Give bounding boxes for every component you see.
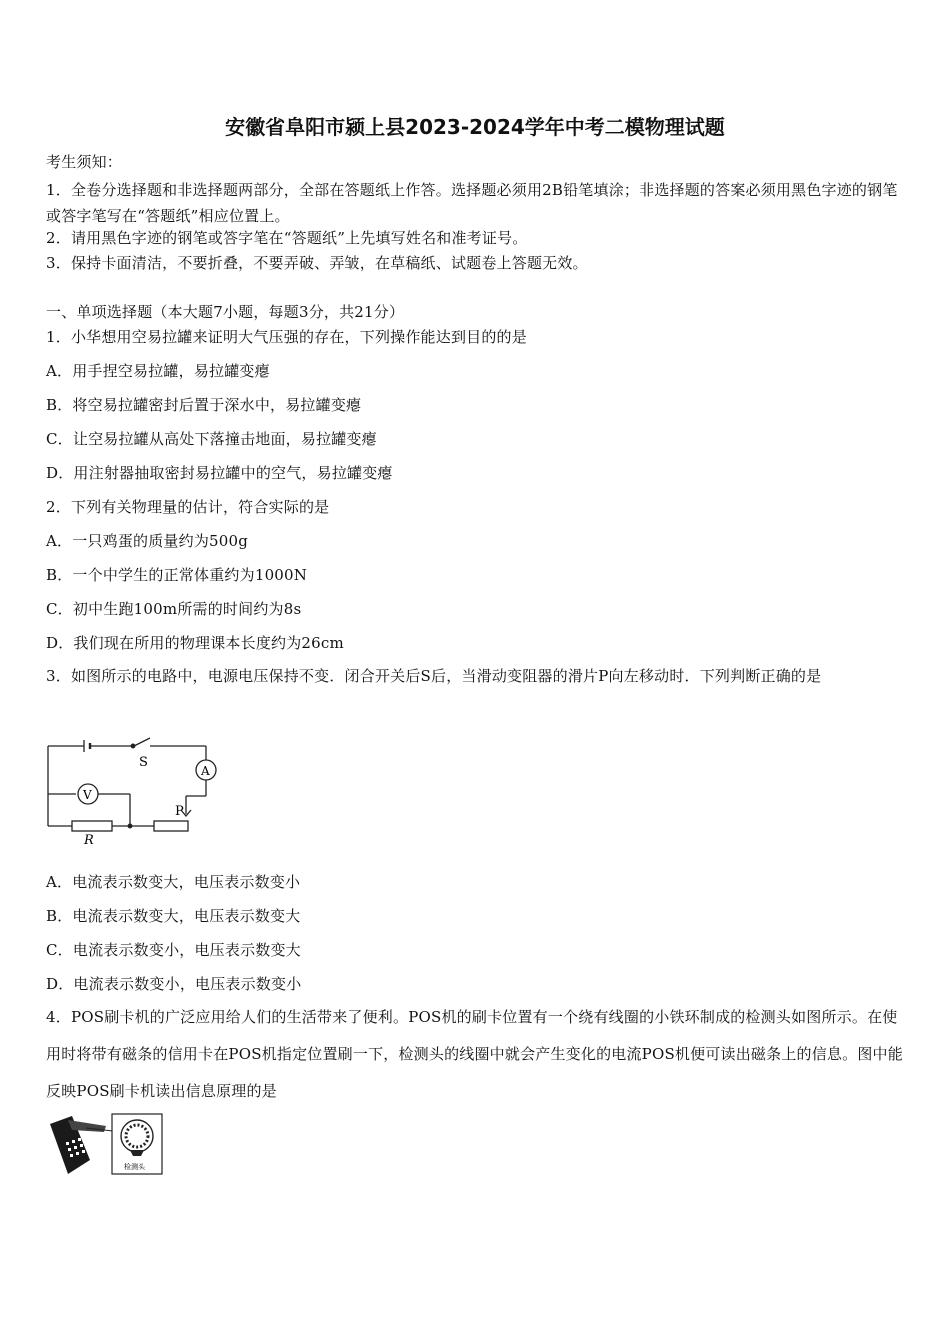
question-1-stem: 1．小华想用空易拉罐来证明大气压强的存在，下列操作能达到目的的是 — [46, 328, 527, 346]
voltmeter-label: V — [83, 788, 92, 802]
page-title: 安徽省阜阳市颍上县2023-2024学年中考二模物理试题 — [225, 115, 725, 139]
question-2-option-d: D．我们现在所用的物理课本长度约为26cm — [46, 634, 344, 652]
question-2-option-c: C．初中生跑100m所需的时间约为8s — [46, 600, 302, 618]
circuit-diagram — [44, 736, 224, 848]
slider-label: P — [175, 804, 184, 819]
pos-machine-figure — [46, 1112, 166, 1178]
question-2-stem: 2．下列有关物理量的估计，符合实际的是 — [46, 498, 330, 516]
switch-label: S — [139, 755, 148, 770]
ammeter-label: A — [201, 764, 210, 778]
question-1-option-b: B．将空易拉罐密封后置于深水中，易拉罐变瘪 — [46, 396, 362, 414]
question-3-option-c: C．电流表示数变小，电压表示数变大 — [46, 941, 301, 959]
question-3-option-b: B．电流表示数变大，电压表示数变大 — [46, 907, 301, 925]
resistor-r — [72, 821, 112, 831]
question-2-option-b: B．一个中学生的正常体重约为1000N — [46, 566, 308, 584]
question-1-option-a: A．用手捏空易拉罐，易拉罐变瘪 — [46, 362, 270, 380]
notice-item-2: 2．请用黑色字迹的钢笔或答字笔在“答题纸”上先填写姓名和准考证号。 — [46, 229, 528, 247]
question-1-option-d: D．用注射器抽取密封易拉罐中的空气，易拉罐变瘪 — [46, 464, 393, 482]
notice-item-1: 1．全卷分选择题和非选择题两部分，全部在答题纸上作答。选择题必须用2B铅笔填涂；非选择题的答案必须用黑色字迹的钢笔或答字笔写在“答题纸”相应位置上。 — [46, 181, 898, 225]
resistor-label: R — [84, 833, 94, 848]
detector-label: 检测头 — [124, 1163, 145, 1171]
question-4-stem: 4．POS刷卡机的广泛应用给人们的生活带来了便利。POS机的刷卡位置有一个绕有线圈的小铁环制成的检测头如图所示。在使用时将带有磁条的信用卡在POS机指定位置刷一下，检测头的线圈中就会产生变化的电流POS机便可读出磁条上的信息。图中能反映POS刷卡机读出信息原理的是 — [46, 1008, 903, 1100]
question-3-option-a: A．电流表示数变大，电压表示数变小 — [46, 873, 301, 891]
notice-item-3: 3．保持卡面清洁，不要折叠，不要弄破、弄皱，在草稿纸、试题卷上答题无效。 — [46, 254, 588, 272]
question-1-option-c: C．让空易拉罐从高处下落撞击地面，易拉罐变瘪 — [46, 430, 377, 448]
question-2-option-a: A．一只鸡蛋的质量约为500g — [46, 532, 249, 550]
notice-heading: 考生须知： — [46, 153, 123, 171]
rheostat — [154, 821, 188, 831]
question-3-stem: 3．如图所示的电路中，电源电压保持不变．闭合开关后S后，当滑动变阻器的滑片P向左移动时．下列判断正确的是 — [46, 667, 822, 685]
section-heading: 一、单项选择题（本大题7小题，每题3分，共21分） — [46, 303, 405, 321]
switch-blade — [134, 738, 150, 746]
question-3-option-d: D．电流表示数变小，电压表示数变小 — [46, 975, 302, 993]
